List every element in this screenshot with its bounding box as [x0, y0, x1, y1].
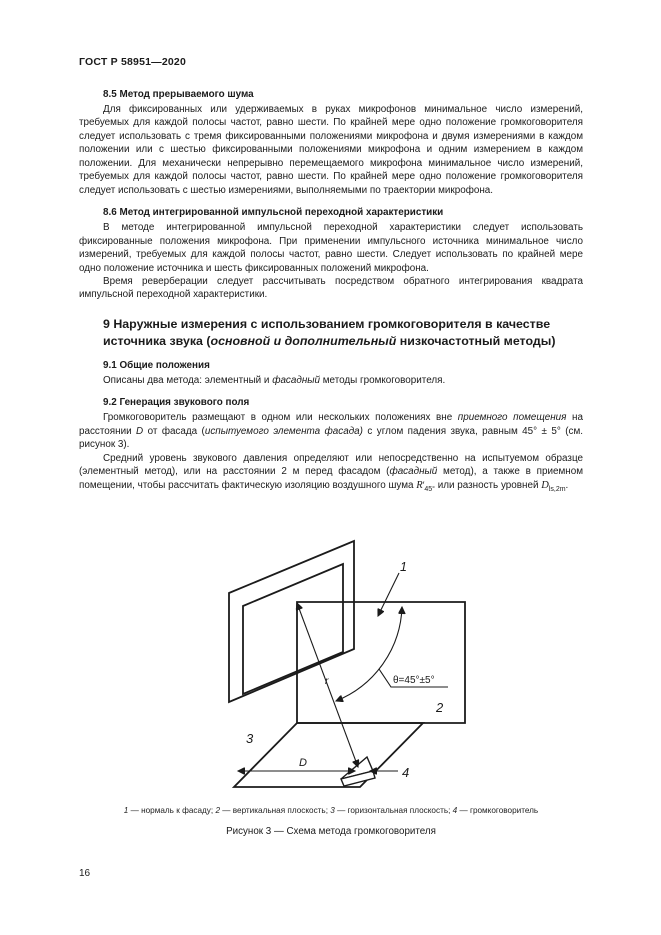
para-8-6-2: Время реверберации следует рассчитывать посредством обратного интегрирования квадрата импульсной переходной характеристики.: [79, 275, 583, 301]
label-3: 3: [246, 731, 254, 746]
text-run: 9 Наружные измерения с использованием громкоговорителя в качестве источника звука (: [103, 316, 551, 349]
text-run: с углом падения звука, равным 45° ± 5° (см. рисунок 3).: [79, 425, 584, 451]
label-4: 4: [402, 765, 410, 780]
heading-9-2: 9.2 Генерация звукового поля: [103, 397, 250, 409]
text-run: фасадный: [389, 466, 438, 478]
text-run: .: [565, 479, 569, 491]
para-9-2-2: [79, 452, 583, 496]
normal-label-leader: [378, 573, 399, 616]
text-run: методы громкоговорителя.: [320, 374, 446, 386]
text-run: Средний уровень звукового давления определяют или непосредственно на испытуемом образце (элементный метод), или на расстоянии 2 м перед фасадом (: [79, 452, 583, 478]
text-run: фасадный: [272, 374, 321, 386]
label-2: 2: [436, 700, 444, 715]
text-run: на расстоянии: [79, 412, 583, 437]
text-run: от фасада (: [143, 425, 205, 437]
figure-3-diagram: [145, 536, 540, 804]
heading-9: [79, 316, 583, 351]
text-run: метод), а также в приемном помещении, чтобы рассчитать фактическую изоляцию воздушного шума: [79, 466, 583, 491]
figure-legend: [79, 806, 583, 816]
text-run: приемного помещения: [457, 412, 567, 424]
label-D: D: [299, 757, 307, 769]
figure-caption: Рисунок 3 — Схема метода громкоговорителя: [226, 826, 436, 837]
para-9-2-1: [79, 411, 583, 451]
text-run: низкочастотный методы): [396, 334, 556, 349]
heading-8-5: 8.5 Метод прерываемого шума: [103, 89, 254, 100]
text-run: Громкоговоритель размещают в одном или нескольких положениях вне: [103, 412, 458, 424]
formula-Dls2m: $D_{ls,2m}$: [541, 479, 566, 493]
text-run: — нормаль к фасаду;: [128, 806, 216, 815]
text-run: 2: [215, 806, 221, 815]
doc-code: ГОСТ Р 58951—2020: [79, 56, 187, 68]
body-text: [79, 88, 583, 496]
heading-9-1: 9.1 Общие положения: [103, 359, 210, 371]
heading-8-6: 8.6 Метод интегрированной импульсной переходной характеристики: [103, 207, 444, 219]
label-r: r: [325, 675, 329, 687]
horizontal-plane: [234, 723, 423, 787]
label-1: 1: [400, 560, 407, 574]
text-run: Описаны два метода: элементный и: [103, 374, 273, 386]
label-angle: θ=45°±5°: [393, 675, 435, 686]
variable-D: D: [136, 425, 144, 437]
para-8-5: Для фиксированных или удерживаемых в руках микрофонов минимальное число измерений, требуемых для каждой полосы частот, равно шести. По крайней мере одно положение громкоговорителя следует использовать с тремя фиксированными положениями микрофона и двумя измерениями в каждом положении или с шестью фиксированными положениями микрофона и одним измерением в каждом положении. Для механически непрерывно перемещаемого микрофона минимальное число измерений, требуемых для каждой полосы частот, равно шести. По крайней мере одно положение громкоговорителя следует использовать с шестью измерениями, выполняемыми по траектории микрофона.: [79, 104, 583, 196]
text-run: — горизонтальная плоскость;: [334, 806, 453, 815]
formula-R45: $R'_{45^\circ}$: [416, 479, 435, 493]
text-run: 1: [123, 806, 129, 815]
text-run: — громкоговоритель: [457, 806, 539, 815]
para-8-6-1: В методе интегрированной импульсной переходной характеристики следует использовать фиксированные положения микрофона. При применении импульсного источника минимальное число измерений, требуемых для каждой полосы частот, равно шести. Следует использовать по крайней мере одно положение источника и шесть фиксированных положений микрофона.: [79, 222, 583, 274]
text-run: — вертикальная плоскость;: [220, 806, 331, 815]
page-number: 16: [79, 868, 91, 879]
para-9-1: [79, 374, 583, 387]
text-run: 3: [330, 806, 335, 815]
text-run: основной и дополнительный: [210, 334, 397, 349]
text-run: испытуемого элемента фасада): [204, 425, 363, 437]
text-run: 4: [452, 806, 458, 815]
facade-frame-outer: [229, 541, 354, 702]
text-run: или разность уровней: [434, 479, 542, 491]
